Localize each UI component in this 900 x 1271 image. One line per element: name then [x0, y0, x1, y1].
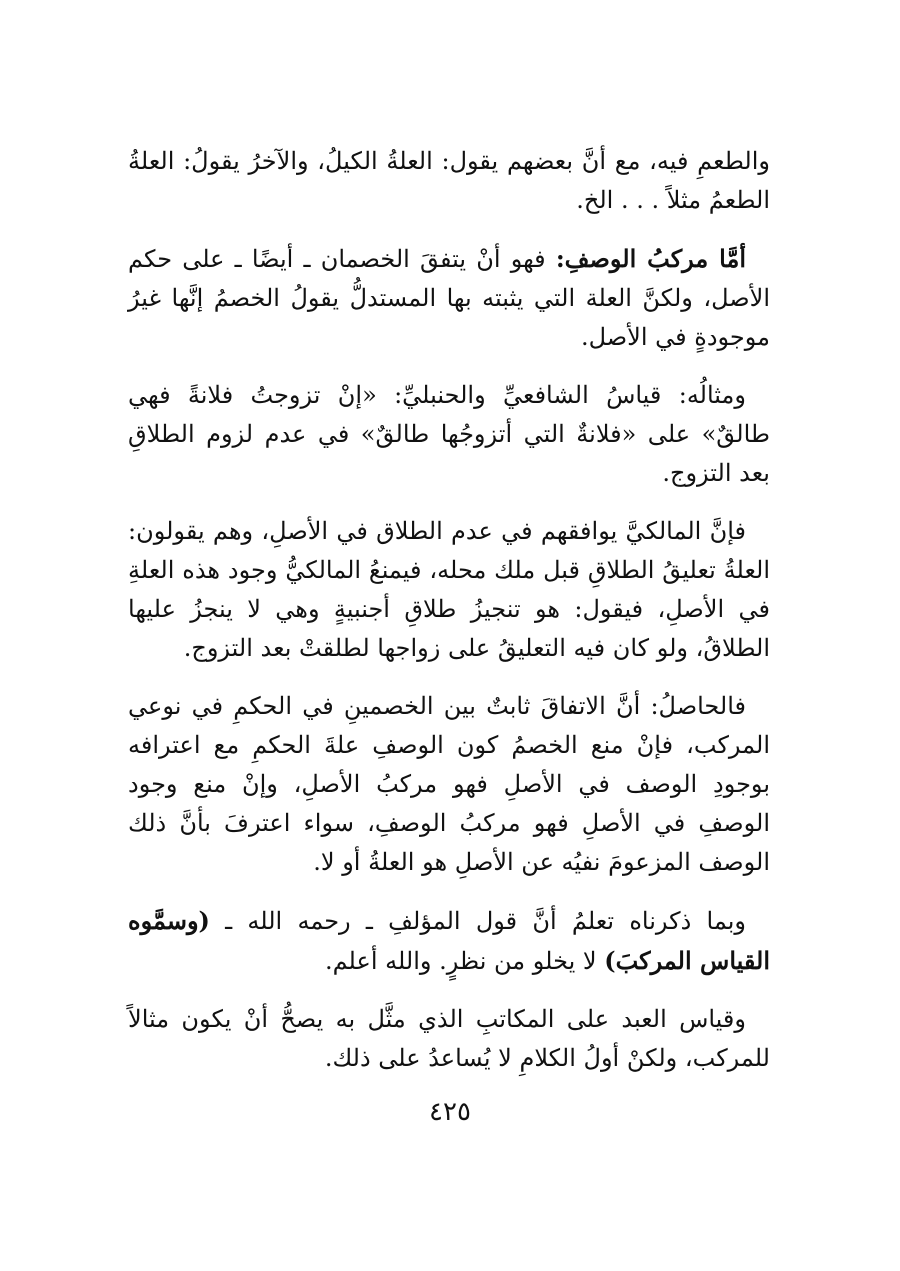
paragraph-1: [128, 142, 770, 220]
paragraph-2-text: فهو أنْ يتفقَ الخصمان ـ أيضًا ـ على حكم الأصل، ولكنَّ العلة التي يثبته بها المستدلُّ يقولُ الخصمُ إنَّها غيرُ موجودةٍ في الأصل.: [128, 245, 770, 351]
paragraph-2-heading: أمَّا مركبُ الوصفِ:: [555, 244, 746, 273]
paragraph-6-text: وبما ذكرناه تعلمُ أنَّ قول المؤلفِ ـ رحمه الله ـ: [209, 907, 746, 935]
paragraph-2: [128, 239, 770, 357]
paragraph-3-text: ومثالُه: قياسُ الشافعيِّ والحنبليِّ: «إنْ تزوجتُ فلانةً فهي طالقٌ» على «فلانةٌ التي أتزوجُها طالقٌ» في عدم لزوم الطلاقِ بعد التزوج.: [128, 381, 770, 487]
paragraph-4-text: فإنَّ المالكيَّ يوافقهم في عدم الطلاق في الأصلِ، وهم يقولون: العلةُ تعليقُ الطلاقِ قبل ملك محله، فيمنعُ المالكيُّ وجود هذه العلةِ في الأصلِ، فيقول: هو تنجيزُ طلاقِ أجنبيةٍ وهي لا ينجزُ عليها الطلاقُ، ولو كان فيه التعليقُ على زواجها لطلقتْ بعد التزوج.: [128, 517, 771, 662]
paragraph-6-text-after: لا يخلو من نظرٍ. والله أعلم.: [324, 947, 605, 975]
paragraph-3: [128, 376, 770, 493]
page-body: [128, 142, 770, 1242]
paragraph-6: [128, 901, 770, 981]
page-number: ٤٢٥: [429, 1097, 471, 1127]
paragraph-4: [128, 512, 770, 668]
paragraph-7-text: وقياس العبد على المكاتبِ الذي مثَّل به يصحُّ أنْ يكون مثالاً للمركب، ولكنْ أولُ الكلامِ لا يُساعدُ على ذلك.: [128, 1005, 770, 1072]
paragraph-5: [128, 687, 770, 882]
paragraph-5-text: فالحاصلُ: أنَّ الاتفاقَ ثابتٌ بين الخصمينِ في الحكمِ في نوعي المركب، فإنْ منع الخصمُ كون الوصفِ علةَ الحكمِ مع اعترافه بوجودِ الوصف في الأصلِ فهو مركبُ الأصلِ، وإنْ منع وجود الوصفِ في الأصلِ فهو مركبُ الوصفِ، سواء اعترفَ بأنَّ ذلك الوصف المزعومَ نفيُه عن الأصلِ هو العلةُ أو لا.: [128, 692, 770, 876]
paragraph-6-quote: (وسمَّوه القياس المركبَ): [128, 906, 770, 975]
paragraph-1-text: والطعمِ فيه، مع أنَّ بعضهم يقول: العلةُ الكيلُ، والآخرُ يقولُ: العلةُ الطعمُ مثلاً . . . الخ.: [128, 147, 770, 214]
paragraph-7: [128, 1000, 770, 1078]
